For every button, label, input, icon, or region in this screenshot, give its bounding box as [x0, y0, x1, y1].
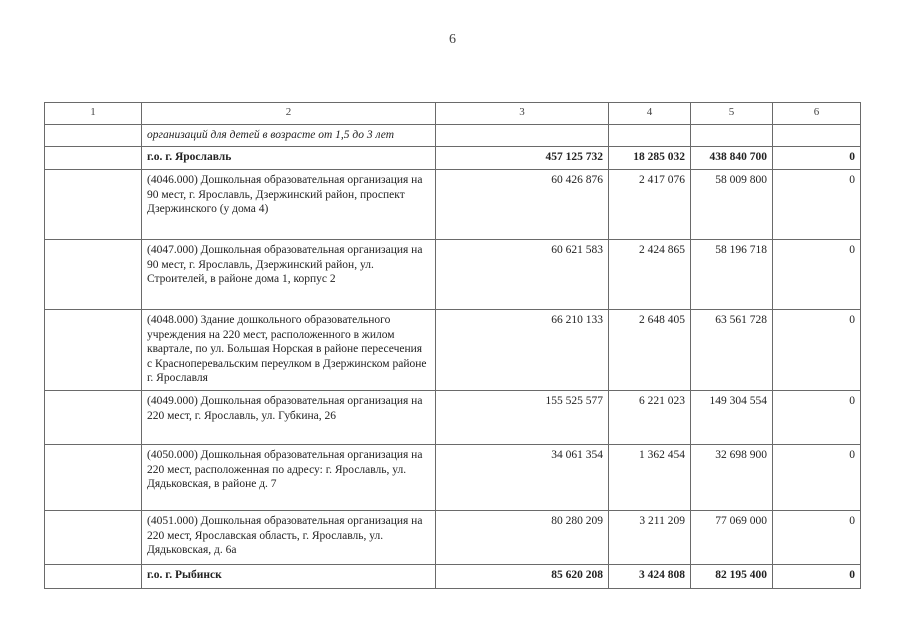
table-row: [45, 445, 861, 511]
column-header-4: 4: [609, 103, 691, 125]
cell-amount-col4: 6 221 023: [609, 391, 691, 445]
table-row: [45, 391, 861, 445]
cell-description: г.о. г. Рыбинск: [142, 565, 436, 589]
cell-description: (4048.000) Здание дошкольного образовательного учреждения на 220 мест, расположенного в жилом квартале, по ул. Большая Норская в районе пересечения с Красноперевальским переулком в Дзержинском районе г. Ярославля: [142, 310, 436, 391]
table-row: [45, 240, 861, 310]
cell-amount-col3: 457 125 732: [436, 147, 609, 170]
cell-description: (4047.000) Дошкольная образовательная организация на 90 мест, г. Ярославль, Дзержинский район, ул. Строителей, в районе дома 1, корпус 2: [142, 240, 436, 310]
cell-index: [45, 125, 142, 147]
cell-amount-col6: 0: [773, 240, 861, 310]
cell-index: [45, 240, 142, 310]
cell-index: [45, 391, 142, 445]
cell-amount-col6: 0: [773, 445, 861, 511]
cell-amount-col5: 63 561 728: [691, 310, 773, 391]
cell-amount-col4: 2 417 076: [609, 170, 691, 240]
cell-amount-col3: 80 280 209: [436, 511, 609, 565]
cell-amount-col3: 34 061 354: [436, 445, 609, 511]
cell-description: (4049.000) Дошкольная образовательная организация на 220 мест, г. Ярославль, ул. Губкина, 26: [142, 391, 436, 445]
cell-amount-col3: 155 525 577: [436, 391, 609, 445]
cell-amount-col4: 1 362 454: [609, 445, 691, 511]
cell-amount-col4: 3 211 209: [609, 511, 691, 565]
table-row: [45, 310, 861, 391]
cell-amount-col6: 0: [773, 147, 861, 170]
cell-description: организаций для детей в возрасте от 1,5 до 3 лет: [142, 125, 436, 147]
table-row-total: [45, 565, 861, 589]
cell-amount-col3: 60 426 876: [436, 170, 609, 240]
cell-amount-col5: 82 195 400: [691, 565, 773, 589]
table-row: [45, 170, 861, 240]
cell-amount-col3: [436, 125, 609, 147]
cell-description: г.о. г. Ярославль: [142, 147, 436, 170]
cell-description: (4046.000) Дошкольная образовательная организация на 90 мест, г. Ярославль, Дзержинский район, проспект Дзержинского (у дома 4): [142, 170, 436, 240]
cell-amount-col6: 0: [773, 391, 861, 445]
column-header-1: 1: [45, 103, 142, 125]
column-header-6: 6: [773, 103, 861, 125]
cell-index: [45, 147, 142, 170]
cell-amount-col5: [691, 125, 773, 147]
cell-amount-col4: 18 285 032: [609, 147, 691, 170]
cell-amount-col5: 438 840 700: [691, 147, 773, 170]
cell-amount-col3: 66 210 133: [436, 310, 609, 391]
cell-amount-col5: 58 009 800: [691, 170, 773, 240]
cell-amount-col3: 85 620 208: [436, 565, 609, 589]
cell-amount-col5: 77 069 000: [691, 511, 773, 565]
cell-description: (4050.000) Дошкольная образовательная организация на 220 мест, расположенная по адресу: г. Ярославль, ул. Дядьковская, в районе д. 7: [142, 445, 436, 511]
cell-amount-col6: 0: [773, 511, 861, 565]
cell-index: [45, 511, 142, 565]
cell-amount-col4: [609, 125, 691, 147]
cell-amount-col6: [773, 125, 861, 147]
cell-amount-col6: 0: [773, 170, 861, 240]
cell-index: [45, 310, 142, 391]
page-number: 6: [449, 32, 456, 47]
cell-amount-col4: 2 424 865: [609, 240, 691, 310]
cell-amount-col6: 0: [773, 565, 861, 589]
cell-amount-col5: 32 698 900: [691, 445, 773, 511]
cell-index: [45, 170, 142, 240]
column-header-5: 5: [691, 103, 773, 125]
cell-description: (4051.000) Дошкольная образовательная организация на 220 мест, Ярославская область, г. Ярославль, ул. Дядьковская, д. 6а: [142, 511, 436, 565]
cell-amount-col5: 58 196 718: [691, 240, 773, 310]
cell-amount-col3: 60 621 583: [436, 240, 609, 310]
cell-amount-col6: 0: [773, 310, 861, 391]
column-header-2: 2: [142, 103, 436, 125]
cell-amount-col4: 2 648 405: [609, 310, 691, 391]
table-body: [45, 103, 861, 589]
column-header-3: 3: [436, 103, 609, 125]
cell-amount-col4: 3 424 808: [609, 565, 691, 589]
table-header-row: [45, 103, 861, 125]
table-row-total: [45, 147, 861, 170]
cell-amount-col5: 149 304 554: [691, 391, 773, 445]
table-row: [45, 125, 861, 147]
budget-table: [44, 102, 861, 589]
table-row: [45, 511, 861, 565]
cell-index: [45, 445, 142, 511]
cell-index: [45, 565, 142, 589]
